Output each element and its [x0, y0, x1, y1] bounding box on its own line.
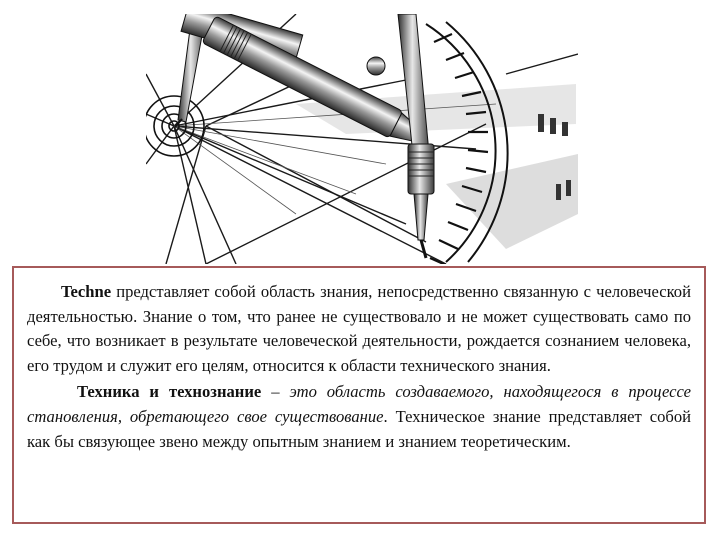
paragraph-technika: [27, 380, 691, 454]
term-techne: Techne: [61, 282, 112, 301]
paragraph-technika-text: . Техническое знание представляет собой как бы связующее звено между опытным знанием и знанием теоретическим.: [27, 406, 691, 451]
text-box: [12, 266, 706, 524]
definition-italic: это область создаваемого, находящегося в процессе становления, обретающего свое существование: [27, 382, 691, 426]
paragraph-techne: [27, 280, 691, 378]
dash: –: [261, 382, 290, 402]
term-technika: Техника и технознание: [77, 382, 262, 402]
paragraph-techne-text: представляет собой область знания, непосредственно связанную с человеческой деятельностью. Знание о том, что ранее не существовало и не может существовать само по себе, что возникает в результате человеческой деятельности, рождается сознанием человека, его трудом и служит его целям, относится к области технического знания.: [27, 282, 691, 375]
compass-drawing-illustration: [146, 14, 578, 264]
